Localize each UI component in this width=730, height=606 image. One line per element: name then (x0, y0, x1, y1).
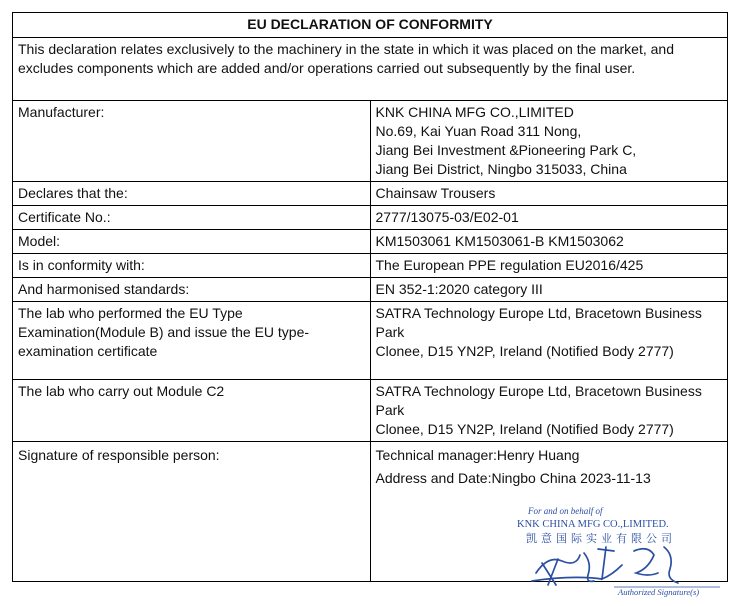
lab-c2-line: SATRA Technology Europe Ltd, Bracetown Business Park (375, 383, 702, 418)
lab-typeexam-line: Clonee, D15 YN2P, Ireland (Notified Body 2777) (375, 343, 674, 359)
lab-c2-label: The lab who carry out Module C2 (13, 380, 371, 442)
certificate-label: Certificate No.: (13, 206, 371, 230)
declares-value: Chainsaw Trousers (370, 182, 728, 206)
lab-c2-value (370, 380, 728, 442)
conformity-value: The European PPE regulation EU2016/425 (370, 254, 728, 278)
declares-label: Declares that the: (13, 182, 371, 206)
technical-manager: Technical manager:Henry Huang (375, 447, 580, 463)
lab-typeexam-label: The lab who performed the EU Type Examination(Module B) and issue the EU type-examination certificate (13, 302, 371, 380)
model-value: KM1503061 KM1503061-B KM1503062 (370, 230, 728, 254)
lab-c2-line: Clonee, D15 YN2P, Ireland (Notified Body 2777) (375, 421, 674, 437)
signature-label: Signature of responsible person: (13, 442, 371, 582)
lab-typeexam-value (370, 302, 728, 380)
conformity-label: Is in conformity with: (13, 254, 371, 278)
handwritten-signature (532, 547, 678, 585)
company-stamp (514, 503, 724, 597)
manufacturer-line: KNK CHINA MFG CO.,LIMITED (375, 104, 574, 120)
stamp-authorized-text: Authorized Signature(s) (618, 587, 700, 597)
certificate-value: 2777/13075-03/E02-01 (370, 206, 728, 230)
lab-typeexam-line: SATRA Technology Europe Ltd, Bracetown Business Park (375, 305, 702, 340)
model-label: Model: (13, 230, 371, 254)
manufacturer-line: Jiang Bei District, Ningbo 315033, China (375, 161, 627, 177)
stamp-company-text: KNK CHINA MFG CO.,LIMITED. (517, 519, 669, 530)
address-and-date: Address and Date:Ningbo China 2023-11-13 (375, 470, 651, 486)
manufacturer-label: Manufacturer: (13, 101, 371, 182)
manufacturer-line: No.69, Kai Yuan Road 311 Nong, (375, 123, 582, 139)
intro-text: This declaration relates exclusively to the machinery in the state in which it was placed on the market, and excludes components which are added and/or operations carried out subsequently by the final user. (13, 38, 728, 101)
document-title: EU DECLARATION OF CONFORMITY (13, 13, 728, 38)
stamp-behalf-text: For and on behalf of (528, 506, 603, 516)
standards-value: EN 352-1:2020 category III (370, 278, 728, 302)
standards-label: And harmonised standards: (13, 278, 371, 302)
manufacturer-line: Jiang Bei Investment &Pioneering Park C, (375, 142, 637, 158)
manufacturer-value (370, 101, 728, 182)
stamp-chinese-text: 凯意国际实业有限公司 (526, 532, 676, 545)
declaration-table (12, 12, 728, 582)
